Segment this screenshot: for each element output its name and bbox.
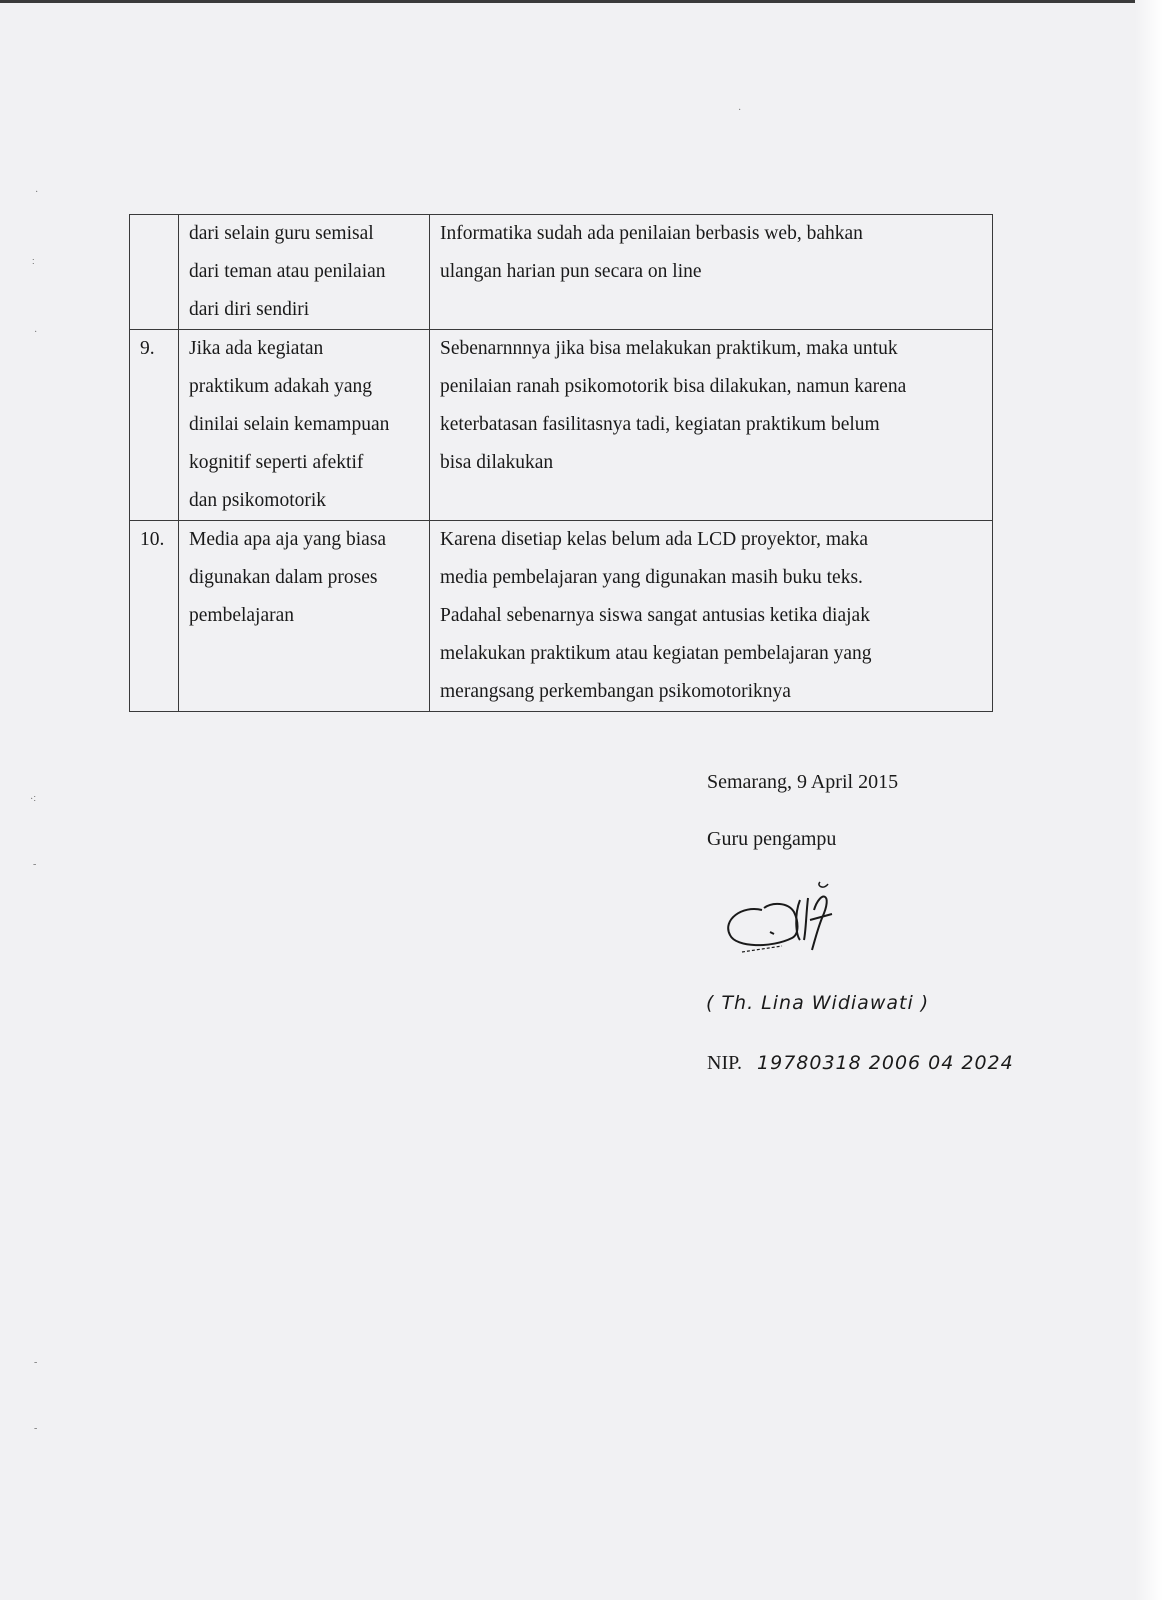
answer-line: ulangan harian pun secara on line (440, 261, 702, 282)
answer-line: penilaian ranah psikomotorik bisa dilakukan, namun karena (440, 376, 907, 397)
answer-line: melakukan praktikum atau kegiatan pembelajaran yang (440, 643, 872, 664)
nip-line (707, 1052, 1014, 1075)
nip-value: 19780318 2006 04 2024 (757, 1052, 1014, 1074)
question-cell (179, 521, 430, 712)
table-row (130, 521, 993, 712)
question-line: Media apa aja yang biasa (189, 529, 387, 550)
answer-line: Informatika sudah ada penilaian berbasis web, bahkan (440, 223, 863, 244)
row-number: 9. (130, 330, 179, 521)
question-line: dari teman atau penilaian (189, 261, 386, 282)
scan-speck: ∶ (32, 257, 35, 268)
answer-line: keterbatasan fasilitasnya tadi, kegiatan praktikum belum (440, 414, 880, 435)
question-line: digunakan dalam proses (189, 567, 378, 588)
place-date: Semarang, 9 April 2015 (707, 771, 899, 793)
question-line: praktikum adakah yang (189, 376, 373, 397)
nip-label: NIP. (707, 1052, 743, 1074)
interview-table-body (130, 215, 993, 712)
scan-speck: - (33, 859, 37, 870)
question-line: kognitif seperti afektif (189, 452, 364, 473)
answer-cell (430, 215, 993, 330)
scan-speck: · (35, 187, 39, 198)
table-row (130, 330, 993, 521)
question-line: dari selain guru semisal (189, 223, 374, 244)
question-line: pembelajaran (189, 605, 295, 626)
answer-line: Padahal sebenarnya siswa sangat antusias ketika diajak (440, 605, 870, 626)
answer-line: Sebenarnnnya jika bisa melakukan praktikum, maka untuk (440, 338, 898, 359)
answer-line: Karena disetiap kelas belum ada LCD proyektor, maka (440, 529, 869, 550)
question-line: dan psikomotorik (189, 490, 327, 511)
row-number: 10. (130, 521, 179, 712)
page-right-shadow (1135, 0, 1163, 1600)
question-cell (179, 215, 430, 330)
answer-line: bisa dilakukan (440, 452, 554, 473)
row-number (130, 215, 179, 330)
signer-role: Guru pengampu (707, 828, 837, 850)
question-line: Jika ada kegiatan (189, 338, 324, 359)
scan-speck: · (34, 327, 38, 338)
page-top-edge (0, 0, 1140, 3)
scan-speck: - (34, 1423, 38, 1434)
question-cell (179, 330, 430, 521)
question-line: dari diri sendiri (189, 299, 310, 320)
interview-table (129, 214, 993, 712)
answer-cell (430, 521, 993, 712)
handwritten-signature (722, 880, 862, 980)
scan-speck: - (34, 1357, 38, 1368)
scan-speck: ·∶ (30, 794, 36, 805)
answer-line: merangsang perkembangan psikomotoriknya (440, 681, 791, 702)
signer-name: ( Th. Lina Widiawati ) (706, 992, 930, 1014)
answer-line: media pembelajaran yang digunakan masih buku teks. (440, 567, 863, 588)
scan-speck: · (738, 105, 742, 116)
question-line: dinilai selain kemampuan (189, 414, 390, 435)
answer-cell (430, 330, 993, 521)
table-row (130, 215, 993, 330)
